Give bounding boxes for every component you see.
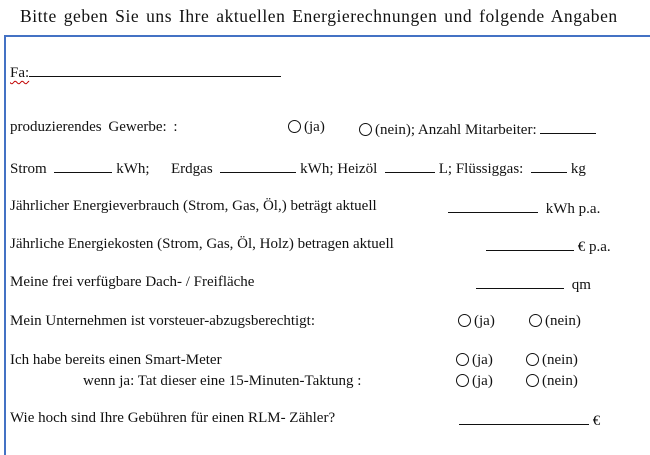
fa-row (10, 62, 281, 82)
vorsteuer-no-label: (nein) (545, 313, 581, 329)
energieverbrauch-label-row (10, 198, 377, 215)
energieverbrauch-input[interactable] (448, 198, 538, 213)
gewerbe-yes-label: (ja) (304, 119, 325, 135)
smartmeter-label-row (10, 352, 222, 369)
taktung-label-row (83, 373, 361, 390)
taktung-no-radio[interactable] (526, 374, 539, 387)
smartmeter-yes-option[interactable] (456, 352, 493, 369)
dachflaeche-input[interactable] (476, 274, 564, 289)
vorsteuer-label-row (10, 313, 315, 330)
smartmeter-no-radio[interactable] (526, 353, 539, 366)
document-header (0, 0, 650, 34)
mitarbeiter-input[interactable] (540, 119, 596, 134)
gewerbe-no-option[interactable] (359, 119, 596, 139)
gewerbe-yes-option[interactable] (288, 119, 325, 136)
strom-input[interactable] (54, 158, 112, 173)
energieverbrauch-label: Jährlicher Energieverbrauch (Strom, Gas, Öl,) beträgt aktuell (10, 198, 377, 214)
rlm-label-row (10, 410, 335, 427)
heizoel-unit: L; (438, 161, 453, 177)
erdgas-input[interactable] (220, 158, 296, 173)
taktung-no-label: (nein) (542, 373, 578, 389)
erdgas-unit: kWh; (300, 161, 334, 177)
energiekosten-input[interactable] (486, 236, 574, 251)
smartmeter-yes-radio[interactable] (456, 353, 469, 366)
fluessiggas-input[interactable] (531, 158, 567, 173)
dachflaeche-field (476, 274, 591, 294)
gewerbe-label-row (10, 119, 178, 136)
energieverbrauch-field (448, 198, 600, 218)
smartmeter-no-option[interactable] (526, 352, 578, 369)
taktung-label: wenn ja: Tat dieser eine 15-Minuten-Taktung : (83, 373, 362, 389)
smartmeter-label: Ich habe bereits einen Smart-Meter (10, 352, 222, 368)
header-title: Bitte geben Sie uns Ihre aktuellen Energierechnungen und folgende Angaben (20, 6, 618, 26)
taktung-yes-label: (ja) (472, 373, 493, 389)
strom-label: Strom (10, 161, 47, 177)
vorsteuer-no-option[interactable] (529, 313, 581, 330)
fluessiggas-unit: kg (570, 161, 586, 177)
dachflaeche-label: Meine frei verfügbare Dach- / Freifläche (10, 274, 255, 290)
verbrauch-row (10, 158, 586, 178)
heizoel-label: Heizöl (337, 161, 378, 177)
vorsteuer-no-radio[interactable] (529, 314, 542, 327)
rlm-label: Wie hoch sind Ihre Gebühren für einen RLM- Zähler? (10, 410, 336, 426)
taktung-yes-radio[interactable] (456, 374, 469, 387)
strom-unit: kWh; (116, 161, 150, 177)
energiekosten-label: Jährliche Energiekosten (Strom, Gas, Öl, Holz) betragen aktuell (10, 236, 394, 252)
fluessiggas-label: Flüssiggas: (455, 161, 524, 177)
dachflaeche-unit: qm (571, 277, 591, 293)
vorsteuer-yes-label: (ja) (474, 313, 495, 329)
rlm-input[interactable] (459, 410, 589, 425)
energieverbrauch-unit: kWh p.a. (545, 201, 601, 217)
fa-input[interactable] (29, 62, 281, 77)
energiekosten-unit: € p.a. (577, 239, 611, 255)
energiekosten-field (486, 236, 611, 256)
taktung-yes-option[interactable] (456, 373, 493, 390)
gewerbe-yes-radio[interactable] (288, 120, 301, 133)
gewerbe-label: produzierendes Gewerbe: : (10, 119, 178, 135)
rlm-unit: € (592, 413, 601, 429)
fa-label: Fa: (10, 65, 30, 81)
taktung-no-option[interactable] (526, 373, 578, 390)
dachflaeche-label-row (10, 274, 254, 291)
gewerbe-no-radio[interactable] (359, 123, 372, 136)
smartmeter-yes-label: (ja) (472, 352, 493, 368)
smartmeter-no-label: (nein) (542, 352, 578, 368)
vorsteuer-label: Mein Unternehmen ist vorsteuer-abzugsberechtigt: (10, 313, 316, 329)
gewerbe-no-label: (nein); Anzahl Mitarbeiter: (375, 122, 537, 138)
vorsteuer-yes-option[interactable] (458, 313, 495, 330)
vorsteuer-yes-radio[interactable] (458, 314, 471, 327)
rlm-field (459, 410, 600, 430)
erdgas-label: Erdgas (171, 161, 213, 177)
heizoel-input[interactable] (385, 158, 435, 173)
energiekosten-label-row (10, 236, 394, 253)
